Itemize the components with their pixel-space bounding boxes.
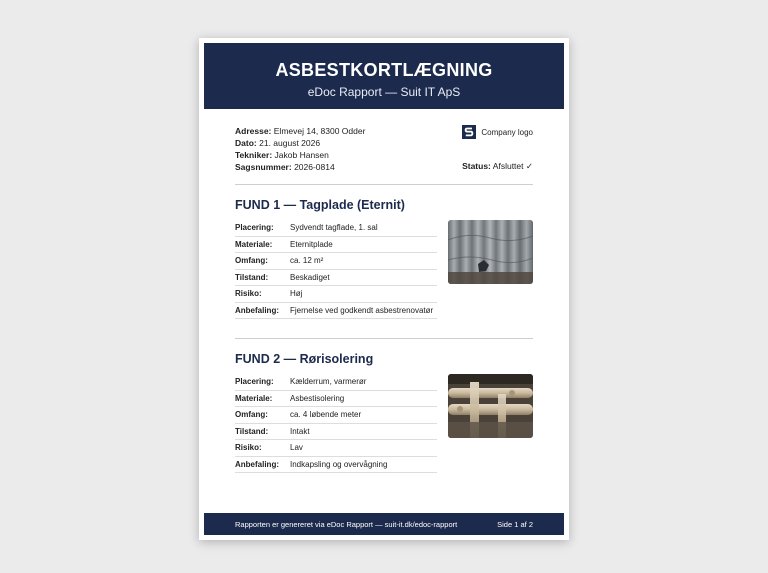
finding-1-title: FUND 1 — Tagplade (Eternit) (235, 198, 405, 212)
table-row (235, 440, 437, 457)
row-label: Omfang: (235, 407, 289, 424)
status-value: Afsluttet ✓ (492, 161, 533, 171)
table-row (235, 456, 437, 473)
finding-1-table (235, 220, 437, 319)
row-value: Sydvendt tagflade, 1. sal (289, 220, 437, 236)
divider (235, 338, 533, 339)
case-line (235, 161, 365, 173)
table-row (235, 236, 437, 253)
table-row (235, 302, 437, 319)
row-label: Tilstand: (235, 269, 289, 286)
company-logo-label: Company logo (481, 127, 533, 137)
table-row (235, 423, 437, 440)
row-label: Placering: (235, 374, 289, 390)
address-line (235, 125, 365, 137)
finding-2-title: FUND 2 — Rørisolering (235, 352, 374, 366)
row-label: Anbefaling: (235, 456, 289, 473)
report-page (199, 38, 569, 540)
report-meta (235, 125, 365, 173)
divider (235, 184, 533, 185)
row-label: Risiko: (235, 440, 289, 457)
page-number: Side 1 af 2 (497, 520, 533, 529)
row-value: Høj (289, 286, 437, 303)
finding-2-table (235, 374, 437, 473)
row-label: Anbefaling: (235, 302, 289, 319)
table-row (235, 220, 437, 236)
status-label: Status: (462, 161, 491, 171)
case-label: Sagsnummer: (235, 162, 292, 172)
insulated-pipes-photo (448, 374, 533, 438)
report-header (204, 43, 564, 109)
row-value: ca. 4 løbende meter (289, 407, 437, 424)
s-logo-icon (462, 125, 476, 139)
corrugated-roof-sheet-photo (448, 220, 533, 284)
status-badge (462, 161, 533, 172)
row-value: Asbestisolering (289, 390, 437, 407)
technician-value: Jakob Hansen (274, 150, 329, 160)
row-value: Lav (289, 440, 437, 457)
footer-note: Rapporten er genereret via eDoc Rapport — suit-it.dk/edoc-rapport (235, 520, 458, 529)
date-value: 21. august 2026 (259, 138, 321, 148)
company-logo (462, 125, 533, 139)
row-value: Beskadiget (289, 269, 437, 286)
date-line (235, 137, 365, 149)
table-row (235, 390, 437, 407)
row-label: Tilstand: (235, 423, 289, 440)
technician-label: Tekniker: (235, 150, 273, 160)
table-row (235, 407, 437, 424)
row-value: Kælderrum, varmerør (289, 374, 437, 390)
row-value: Intakt (289, 423, 437, 440)
table-row (235, 286, 437, 303)
row-value: ca. 12 m² (289, 253, 437, 270)
report-footer (204, 513, 564, 535)
address-value: Elmevej 14, 8300 Odder (273, 126, 366, 136)
table-row (235, 374, 437, 390)
report-subtitle: eDoc Rapport — Suit IT ApS (307, 85, 461, 99)
report-title: ASBESTKORTLÆGNING (275, 60, 493, 80)
row-label: Omfang: (235, 253, 289, 270)
date-label: Dato: (235, 138, 257, 148)
row-value: Indkapsling og overvågning (289, 456, 437, 473)
table-row (235, 269, 437, 286)
row-value: Fjernelse ved godkendt asbestrenovatør (289, 302, 437, 319)
row-label: Placering: (235, 220, 289, 236)
row-label: Risiko: (235, 286, 289, 303)
table-row (235, 253, 437, 270)
row-label: Materiale: (235, 236, 289, 253)
row-label: Materiale: (235, 390, 289, 407)
row-value: Eternitplade (289, 236, 437, 253)
technician-line (235, 149, 365, 161)
case-value: 2026-0814 (294, 162, 335, 172)
address-label: Adresse: (235, 126, 272, 136)
